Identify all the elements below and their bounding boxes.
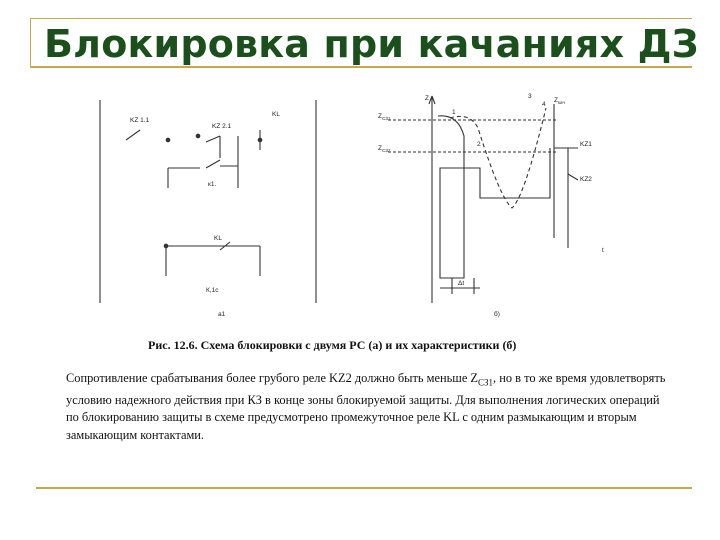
body-paragraph — [66, 370, 666, 444]
node — [196, 134, 200, 138]
kl-label: KL — [272, 111, 280, 118]
kl-bottom-label: KL — [214, 235, 222, 242]
kz21-label: KZ 2.1 — [212, 123, 232, 130]
figure-caption: Рис. 12.6. Схема блокировки с двумя РС (а) и их характеристики (б) — [148, 338, 517, 352]
left-rule — [30, 18, 31, 66]
kz11-label: KZ 1.1 — [130, 117, 150, 124]
t-axis-label: t — [602, 247, 604, 254]
paragraph-part2: , но в то же время удовлетворять условию надежного действия при КЗ в конце зоны блокируемой защиты. Для выполнения логических операций по блокированию защиты в схеме предусмотрено промежуточное реле KL с одним размыкающим и вторым замыкающим контактами. — [66, 371, 666, 442]
paragraph-subscript: CЗ1 — [478, 377, 494, 388]
bottom-rule — [36, 487, 692, 489]
label-a: a1 — [218, 311, 226, 318]
paragraph-part1: Сопротивление срабатывания более грубого реле KZ2 должно быть меньше Z — [66, 371, 478, 385]
relay-label: к1. — [208, 181, 217, 188]
top-rule — [30, 18, 692, 19]
zcz2-label: $Z_{CЗ2}$ — [378, 145, 391, 153]
zkach-label: $Z_{кач}$ — [554, 97, 565, 105]
title-underline — [30, 66, 692, 68]
kz2-label: KZ2 — [580, 176, 592, 183]
kz22-contact — [206, 160, 220, 168]
schematic-a — [100, 100, 316, 303]
label-b: б) — [494, 311, 500, 318]
point1-label: 1 — [452, 109, 456, 116]
graph-b — [388, 96, 578, 303]
z-axis-label: Z — [425, 95, 429, 102]
point2-label: 2 — [477, 141, 481, 148]
point3-label: 3 — [528, 93, 532, 100]
figure — [80, 88, 620, 320]
node — [258, 138, 262, 142]
zcz1-label: $Z_{CЗ1}$ — [378, 113, 391, 121]
node — [166, 138, 170, 142]
slide-title: Блокировка при качаниях ДЗ — [44, 22, 699, 66]
graph-labels — [378, 93, 604, 318]
kz21-contact — [206, 136, 220, 142]
kz2-leader — [568, 174, 578, 180]
node — [164, 244, 168, 248]
schematic-labels — [130, 111, 280, 318]
relay2-label: К,1с — [206, 287, 219, 294]
kz11-contact — [126, 130, 140, 140]
kz1-label: KZ1 — [580, 141, 592, 148]
kz-step-line — [438, 116, 550, 278]
dt-label: Δt — [458, 280, 465, 287]
point4-label: 4 — [542, 101, 546, 108]
